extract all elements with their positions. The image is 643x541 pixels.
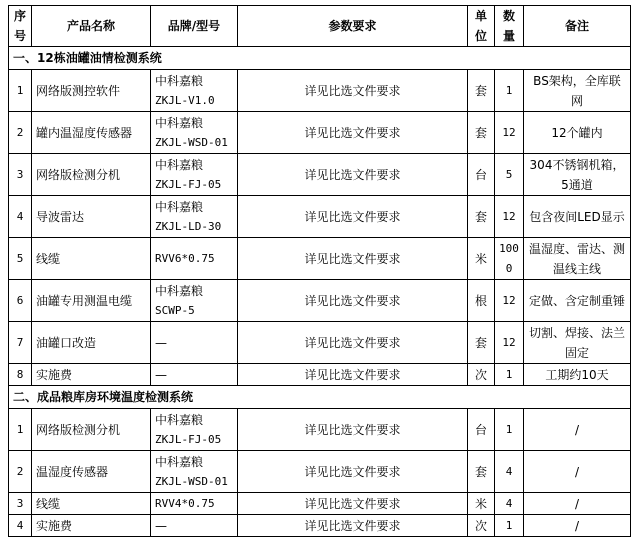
cell-unit: 台: [468, 154, 495, 196]
cell-brand: [151, 409, 238, 451]
cell-name: 网络版检测分机: [32, 154, 151, 196]
section-header-row: [9, 47, 631, 70]
section-title: 一、12栋油罐油情检测系统: [9, 47, 631, 70]
cell-qty: 12: [495, 280, 524, 322]
cell-note: 切割、焊接、法兰固定: [524, 322, 631, 364]
cell-seq: 7: [9, 322, 32, 364]
cell-seq: 5: [9, 238, 32, 280]
cell-seq: 8: [9, 364, 32, 386]
cell-brand: [151, 238, 238, 280]
brand: —: [155, 367, 167, 382]
table-row: [9, 196, 631, 238]
cell-unit: 次: [468, 515, 495, 537]
cell-brand: [151, 451, 238, 493]
cell-name: 网络版检测分机: [32, 409, 151, 451]
cell-qty: 1: [495, 409, 524, 451]
cell-name: 罐内温湿度传感器: [32, 112, 151, 154]
cell-name: 实施费: [32, 364, 151, 386]
cell-brand: [151, 280, 238, 322]
cell-brand: [151, 196, 238, 238]
cell-brand: [151, 322, 238, 364]
cell-unit: 台: [468, 409, 495, 451]
cell-qty: 1000: [495, 238, 524, 280]
cell-params: 详见比选文件要求: [238, 196, 468, 238]
model: ZKJL-FJ-05: [155, 432, 222, 446]
cell-note: /: [524, 451, 631, 493]
table-row: [9, 515, 631, 537]
cell-brand: [151, 154, 238, 196]
cell-note: BS架构，全库联网: [524, 70, 631, 112]
brand: —: [155, 335, 167, 350]
cell-params: 详见比选文件要求: [238, 409, 468, 451]
cell-qty: 5: [495, 154, 524, 196]
cell-brand: [151, 70, 238, 112]
table-row: [9, 154, 631, 196]
table-row: [9, 364, 631, 386]
header-params: 参数要求: [238, 6, 468, 47]
header-brand: 品牌/型号: [151, 6, 238, 47]
cell-qty: 1: [495, 515, 524, 537]
model: ZKJL-WSD-01: [155, 474, 228, 488]
header-note: 备注: [524, 6, 631, 47]
brand: 中科嘉粮: [155, 73, 204, 88]
cell-qty: 1: [495, 364, 524, 386]
cell-params: 详见比选文件要求: [238, 493, 468, 515]
cell-seq: 2: [9, 112, 32, 154]
cell-params: 详见比选文件要求: [238, 451, 468, 493]
table-row: [9, 322, 631, 364]
brand: 中科嘉粮: [155, 454, 204, 469]
model: ZKJL-FJ-05: [155, 177, 222, 191]
cell-note: 12个罐内: [524, 112, 631, 154]
cell-name: 线缆: [32, 493, 151, 515]
header-qty: 数量: [495, 6, 524, 47]
cell-name: 网络版测控软件: [32, 70, 151, 112]
table-row: [9, 238, 631, 280]
brand: 中科嘉粮: [155, 199, 204, 214]
cell-unit: 次: [468, 364, 495, 386]
brand: RVV4*0.75: [155, 497, 215, 510]
section-title: 二、成品粮库房环境温度检测系统: [9, 386, 631, 409]
cell-unit: 套: [468, 70, 495, 112]
cell-seq: 1: [9, 409, 32, 451]
table-row: [9, 451, 631, 493]
section-header-row: [9, 386, 631, 409]
cell-seq: 2: [9, 451, 32, 493]
cell-seq: 4: [9, 196, 32, 238]
table-row: [9, 70, 631, 112]
cell-unit: 套: [468, 451, 495, 493]
cell-seq: 3: [9, 493, 32, 515]
cell-params: 详见比选文件要求: [238, 112, 468, 154]
brand: 中科嘉粮: [155, 412, 204, 427]
cell-note: 工期约10天: [524, 364, 631, 386]
cell-brand: [151, 515, 238, 537]
model: ZKJL-WSD-01: [155, 135, 228, 149]
cell-note: /: [524, 409, 631, 451]
equipment-table: [8, 5, 631, 537]
cell-unit: 套: [468, 322, 495, 364]
cell-unit: 根: [468, 280, 495, 322]
model: ZKJL-LD-30: [155, 219, 222, 233]
cell-params: 详见比选文件要求: [238, 70, 468, 112]
cell-note: 温湿度、雷达、测温线主线: [524, 238, 631, 280]
cell-unit: 套: [468, 196, 495, 238]
header-name: 产品名称: [32, 6, 151, 47]
header-unit: 单位: [468, 6, 495, 47]
header-seq: 序号: [9, 6, 32, 47]
brand: —: [155, 518, 167, 533]
model: ZKJL-V1.0: [155, 93, 215, 107]
header-row: [9, 6, 631, 47]
brand: RVV6*0.75: [155, 252, 215, 265]
cell-name: 油罐口改造: [32, 322, 151, 364]
model: SCWP-5: [155, 303, 195, 317]
table-row: [9, 493, 631, 515]
cell-note: /: [524, 493, 631, 515]
cell-qty: 12: [495, 112, 524, 154]
cell-note: 定做、含定制重锤: [524, 280, 631, 322]
cell-params: 详见比选文件要求: [238, 364, 468, 386]
brand: 中科嘉粮: [155, 115, 204, 130]
cell-qty: 12: [495, 322, 524, 364]
table-row: [9, 409, 631, 451]
cell-params: 详见比选文件要求: [238, 154, 468, 196]
cell-params: 详见比选文件要求: [238, 280, 468, 322]
cell-name: 线缆: [32, 238, 151, 280]
cell-name: 实施费: [32, 515, 151, 537]
cell-qty: 4: [495, 451, 524, 493]
cell-unit: 米: [468, 238, 495, 280]
cell-qty: 1: [495, 70, 524, 112]
cell-name: 油罐专用测温电缆: [32, 280, 151, 322]
cell-qty: 12: [495, 196, 524, 238]
brand: 中科嘉粮: [155, 283, 204, 298]
table-row: [9, 112, 631, 154]
cell-brand: [151, 364, 238, 386]
cell-unit: 米: [468, 493, 495, 515]
cell-brand: [151, 112, 238, 154]
cell-note: 包含夜间LED显示: [524, 196, 631, 238]
cell-seq: 6: [9, 280, 32, 322]
cell-params: 详见比选文件要求: [238, 515, 468, 537]
cell-note: 304不锈钢机箱，5通道: [524, 154, 631, 196]
cell-qty: 4: [495, 493, 524, 515]
cell-seq: 1: [9, 70, 32, 112]
cell-name: 温湿度传感器: [32, 451, 151, 493]
cell-params: 详见比选文件要求: [238, 238, 468, 280]
cell-params: 详见比选文件要求: [238, 322, 468, 364]
cell-name: 导波雷达: [32, 196, 151, 238]
cell-seq: 4: [9, 515, 32, 537]
cell-unit: 套: [468, 112, 495, 154]
cell-brand: [151, 493, 238, 515]
cell-seq: 3: [9, 154, 32, 196]
brand: 中科嘉粮: [155, 157, 204, 172]
table-row: [9, 280, 631, 322]
cell-note: /: [524, 515, 631, 537]
